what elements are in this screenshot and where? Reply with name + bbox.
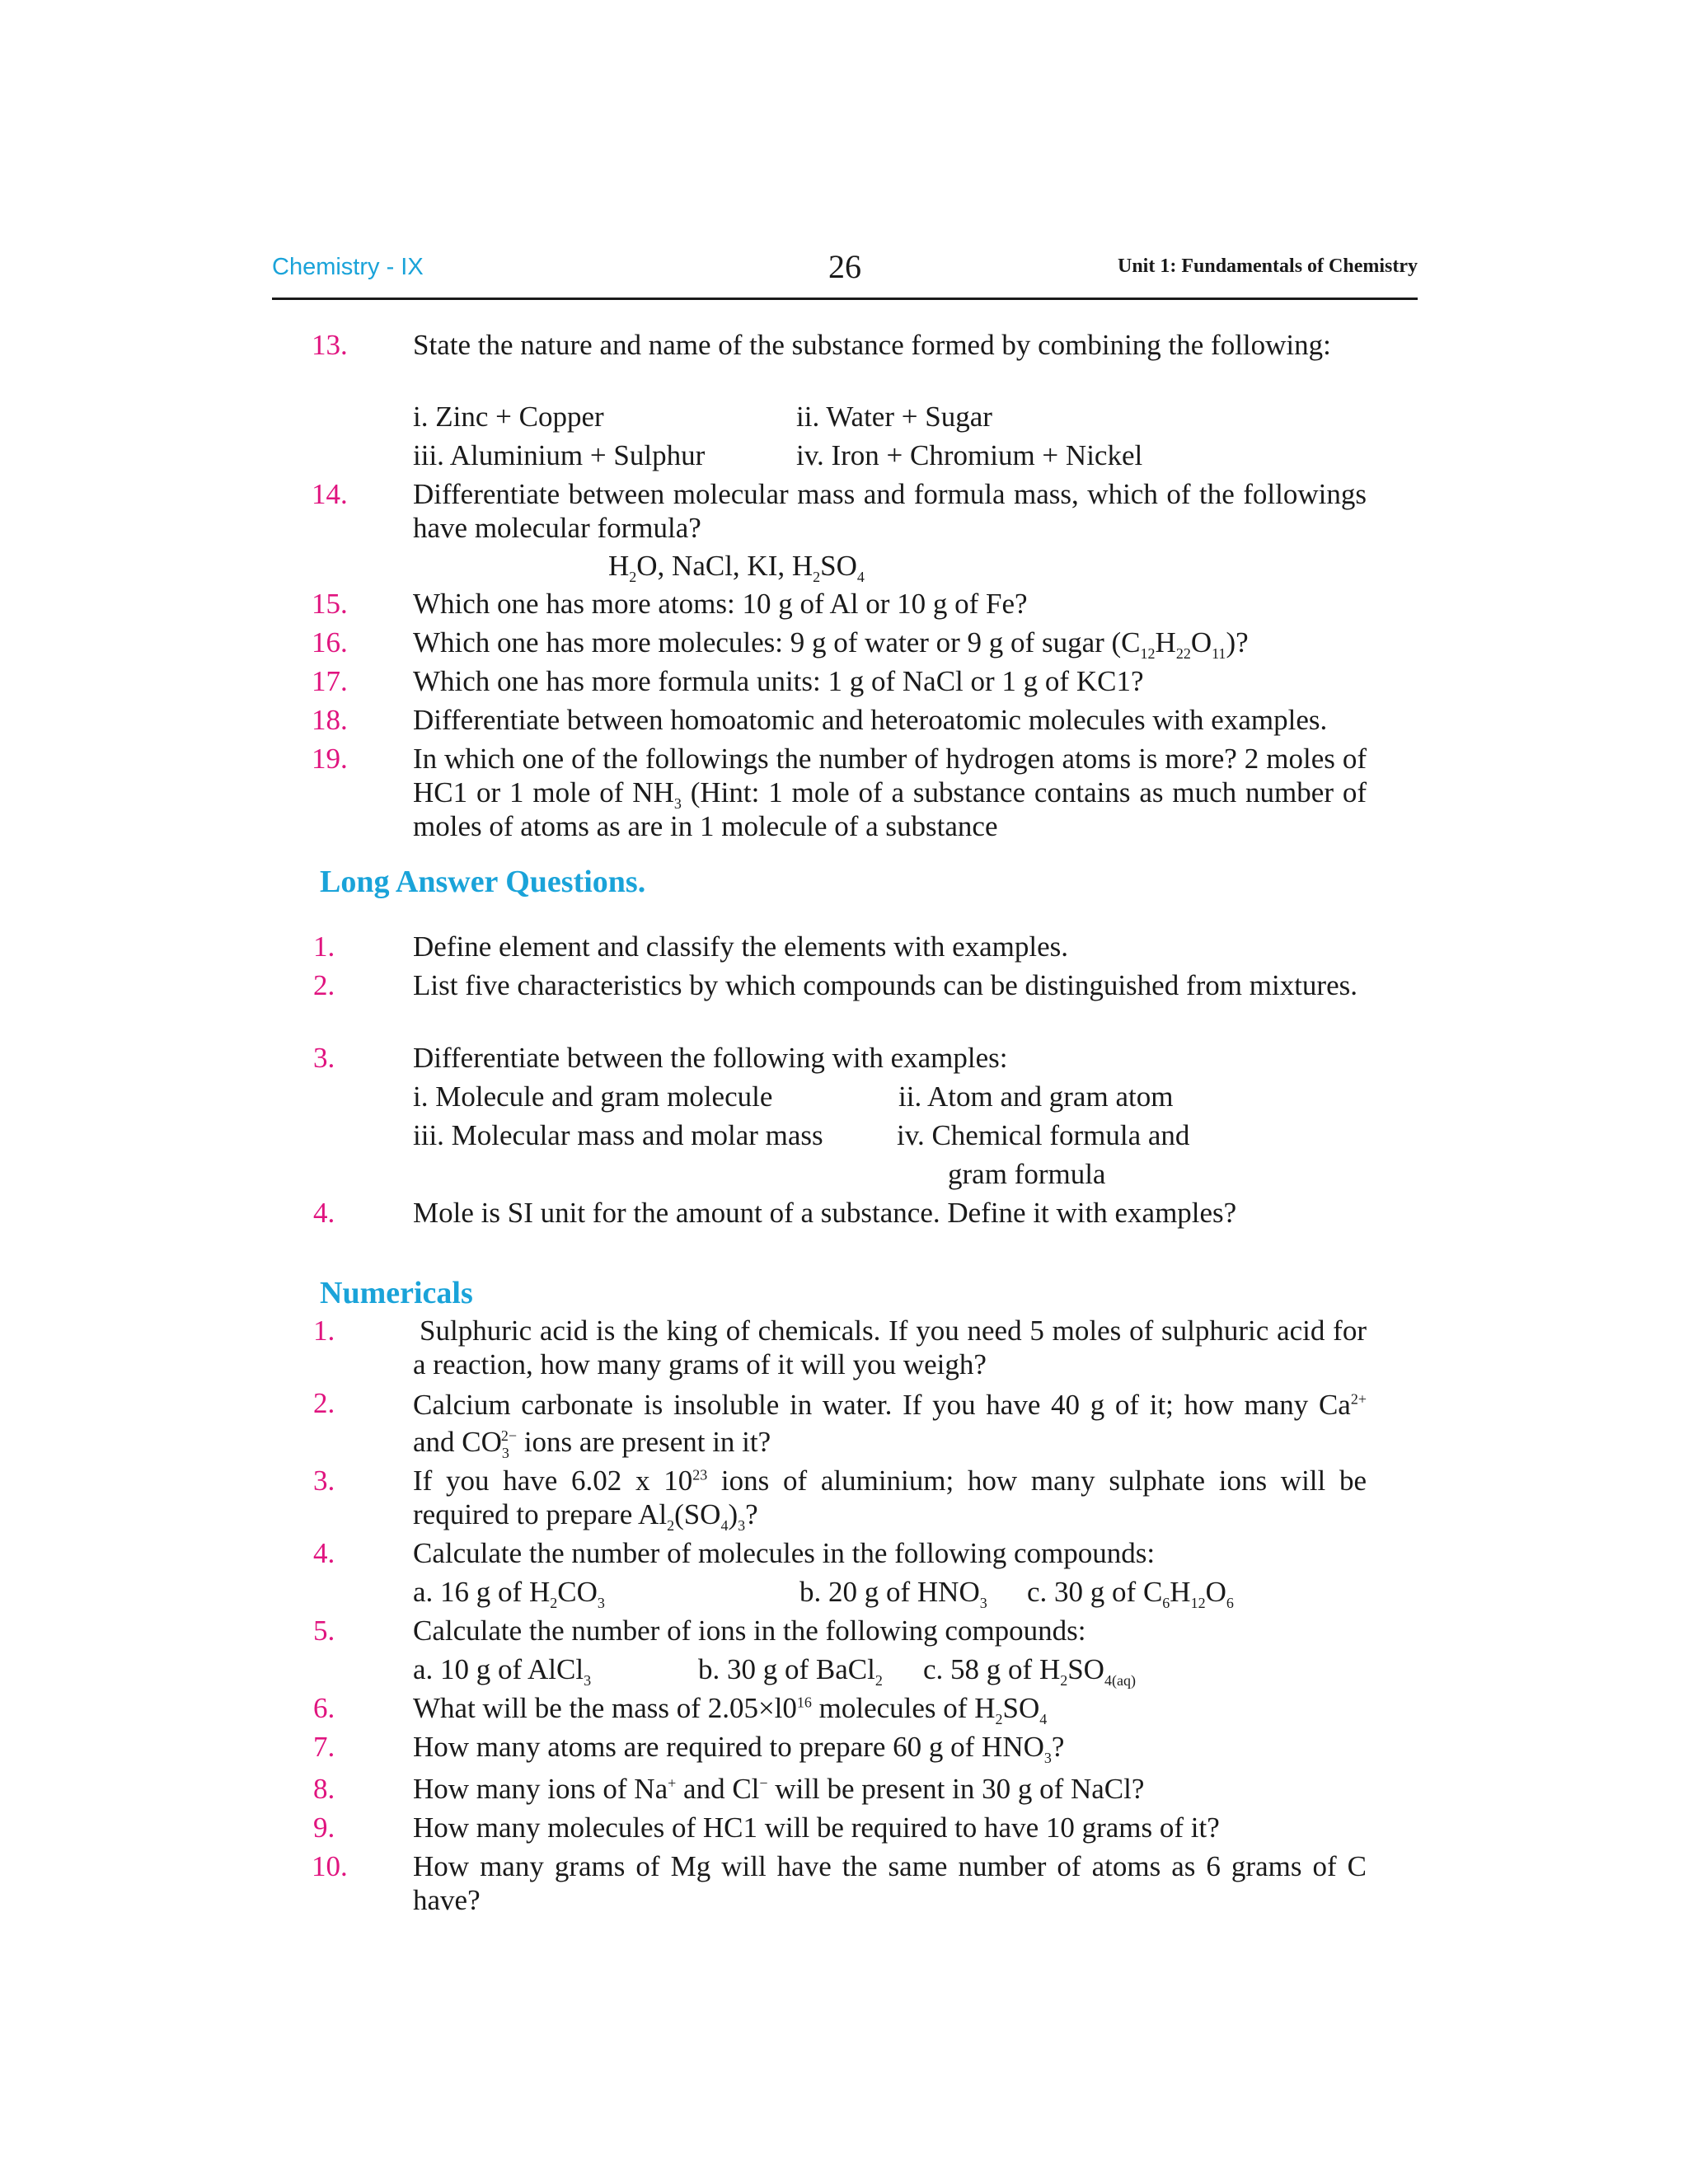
question-number: 2. — [313, 969, 335, 1001]
unit-title: Unit 1: Fundamentals of Chemistry — [1118, 255, 1418, 277]
option-item: c. 30 g of $C_6H_{12}O_6$ — [1027, 1576, 1234, 1611]
option-item: a. 16 g of $H_2CO_3$ — [413, 1576, 605, 1611]
question-text: How many ions of Na+ and Cl− will be present in 30 g of NaCl? — [413, 1773, 1145, 1805]
option-item: iii. Molecular mass and molar mass — [413, 1119, 823, 1151]
question-number: 3. — [313, 1042, 335, 1074]
question-number: 1. — [313, 930, 335, 963]
option-item: ii. Water + Sugar — [796, 401, 992, 433]
question-text: Define element and classify the elements with examples. — [413, 930, 1069, 963]
book-title: Chemistry - IX — [272, 254, 424, 280]
option-item: i. Zinc + Copper — [413, 401, 604, 433]
question-number: 16. — [312, 626, 348, 658]
question-text: Sulphuric acid is the king of chemicals. If you need 5 moles of sulphuric acid for a reaction, how many grams of it will you weigh? — [413, 1315, 1367, 1380]
question-text: How many grams of Mg will have the same number of atoms as 6 grams of C have? — [413, 1850, 1367, 1916]
question-text: How many molecules of HC1 will be required to have 10 grams of it? — [413, 1811, 1220, 1844]
question-number: 18. — [312, 704, 348, 736]
option-item: b. 20 g of $HNO_3$ — [799, 1576, 987, 1611]
question-number: 8. — [313, 1773, 335, 1805]
formula-line: $H_2O$, NaCl, KI, $H_2SO_4$ — [608, 550, 865, 585]
section-heading-long: Long Answer Questions. — [320, 865, 646, 899]
option-item: i. Molecule and gram molecule — [413, 1080, 773, 1113]
question-text: Which one has more molecules: 9 g of water or 9 g of sugar $(C_{12}H_{22}O_{11})$? — [413, 626, 1249, 662]
question-text: Calculate the number of molecules in the following compounds: — [413, 1537, 1156, 1569]
option-item: iii. Aluminium + Sulphur — [413, 439, 706, 471]
option-item: iv. Chemical formula and — [897, 1119, 1190, 1151]
question-text: Which one has more atoms: 10 g of Al or 10 g of Fe? — [413, 588, 1028, 620]
option-item: a. 10 g of AlCl$_3$ — [413, 1653, 592, 1689]
question-number: 17. — [312, 665, 348, 697]
question-text: State the nature and name of the substance formed by combining the following: — [413, 329, 1331, 361]
question-text: List five characteristics by which compounds can be distinguished from mixtures. — [413, 969, 1357, 1001]
question-number: 6. — [313, 1692, 335, 1724]
question-number: 15. — [312, 588, 348, 620]
question-text: Differentiate between the following with examples: — [413, 1042, 1008, 1074]
question-text: Differentiate between molecular mass and formula mass, which of the followings have molecular formula? — [413, 478, 1367, 544]
question-number: 9. — [313, 1811, 335, 1844]
question-text: How many atoms are required to prepare 60 g of $HNO_3$? — [413, 1731, 1065, 1766]
question-number: 19. — [312, 743, 348, 775]
page-number: 26 — [828, 248, 861, 285]
question-number: 7. — [313, 1731, 335, 1763]
question-number: 2. — [313, 1387, 335, 1419]
header-rule — [272, 298, 1418, 300]
option-item: gram formula — [948, 1158, 1106, 1190]
question-text: If you have 6.02 x $10^{23}$ ions of aluminium; how many sulphate ions will be required to prepare $Al_2(SO_4)_3$? — [413, 1465, 1367, 1534]
question-text: Calculate the number of ions in the following compounds: — [413, 1615, 1086, 1647]
question-text: Which one has more formula units: 1 g of NaCl or 1 g of KC1? — [413, 665, 1144, 697]
section-heading-numericals: Numericals — [320, 1276, 473, 1310]
question-number: 3. — [313, 1465, 335, 1497]
option-item: iv. Iron + Chromium + Nickel — [796, 439, 1143, 471]
option-item: c. 58 g of $H_2SO_{4(aq)}$ — [923, 1653, 1136, 1689]
option-item: ii. Atom and gram atom — [898, 1080, 1174, 1113]
question-number: 4. — [313, 1537, 335, 1569]
question-number: 13. — [312, 329, 348, 361]
question-text: Differentiate between homoatomic and heteroatomic molecules with examples. — [413, 704, 1328, 736]
question-number: 1. — [313, 1315, 335, 1347]
question-number: 4. — [313, 1197, 335, 1229]
question-number: 10. — [312, 1850, 348, 1882]
question-text: In which one of the followings the number of hydrogen atoms is more? 2 moles of HC1 or 1 mole of $NH_3$ (Hint: 1 mole of a substance contains as much number of moles of atoms as are in 1 molecule of a substance — [413, 743, 1367, 842]
page-header — [272, 247, 1418, 297]
question-text: Calcium carbonate is insoluble in water. If you have 40 g of it; how many $Ca^{2+}$ and $CO_3^{2-}$ ions are present in it? — [413, 1389, 1367, 1461]
question-text: Mole is SI unit for the amount of a substance. Define it with examples? — [413, 1197, 1237, 1229]
question-number: 5. — [313, 1615, 335, 1647]
question-text: What will be the mass of $2.05\times l0^{16}$ molecules of $H_2SO_4$ — [413, 1692, 1048, 1727]
option-item: b. 30 g of BaCl$_2$ — [698, 1653, 883, 1689]
question-number: 14. — [312, 478, 348, 510]
